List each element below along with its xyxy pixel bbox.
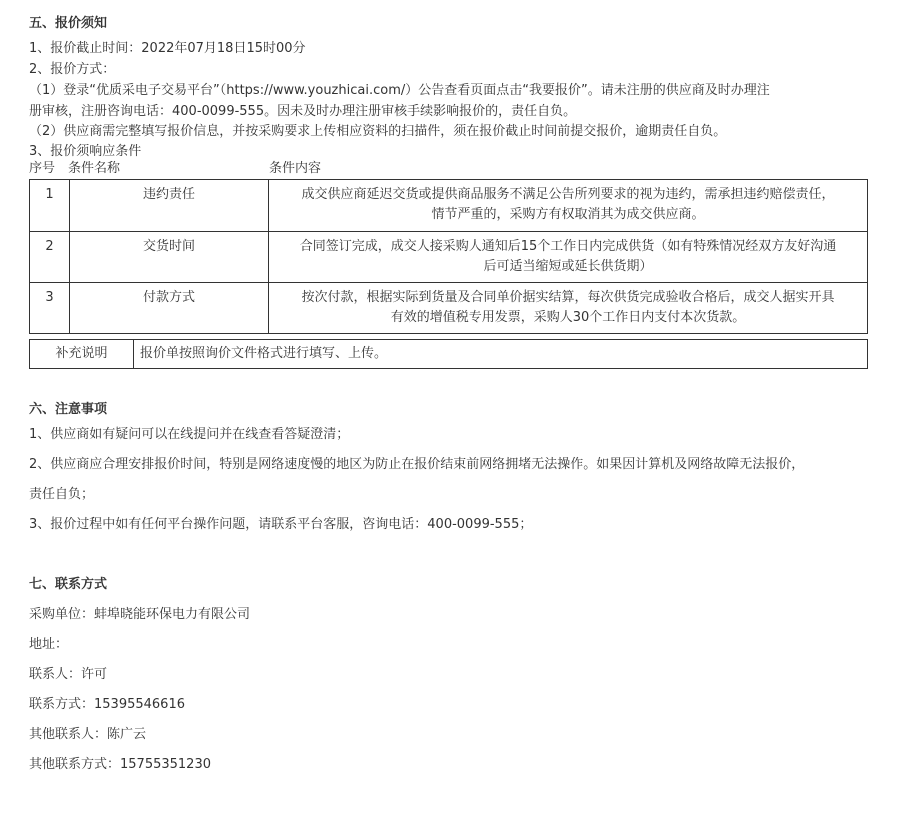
supplement-table-wrap xyxy=(29,339,868,369)
supplement-label: 补充说明 xyxy=(30,340,134,369)
row-no: 2 xyxy=(30,232,70,283)
other-contact-phone: 其他联系方式：15755351230 xyxy=(29,757,211,772)
section-5-title: 五、报价须知 xyxy=(29,16,108,31)
row-no: 3 xyxy=(30,283,70,334)
method-1-line-a: （1）登录“优质采电子交易平台”（https://www.youzhicai.com/）公告查看页面点击“我要报价”。请未注册的供应商及时办理注 xyxy=(29,83,770,98)
notice-item-1: 1、供应商如有疑问可以在线提问并在线查看答疑澄清； xyxy=(29,427,350,442)
method-1-line-b: 册审核，注册咨询电话：400-0099-555。因未及时办理注册审核手续影响报价的，责任自负。 xyxy=(29,104,577,119)
row-name: 违约责任 xyxy=(70,180,269,232)
notice-item-2-b: 责任自负； xyxy=(29,487,95,502)
notice-item-3: 3、报价过程中如有任何平台操作问题，请联系平台客服，咨询电话：400-0099-555； xyxy=(29,517,533,532)
row-content xyxy=(269,283,868,334)
header-content: 条件内容 xyxy=(269,161,322,176)
supplement-text: 报价单按照询价文件格式进行填写、上传。 xyxy=(134,340,868,369)
conditions-table xyxy=(29,179,868,334)
supplement-table xyxy=(29,339,868,369)
row-content-line: 有效的增值税专用发票，采购人30个工作日内支付本次货款。 xyxy=(390,310,746,325)
contact-address: 地址： xyxy=(29,637,69,652)
conditions-title: 3、报价须响应条件 xyxy=(29,144,142,159)
row-name: 交货时间 xyxy=(70,232,269,283)
deadline-text: 1、报价截止时间：2022年07月18日15时00分 xyxy=(29,41,306,56)
conditions-header xyxy=(29,160,868,178)
row-no: 1 xyxy=(30,180,70,232)
section-6-title: 六、注意事项 xyxy=(29,402,108,417)
contact-phone: 联系方式：15395546616 xyxy=(29,697,185,712)
row-name: 付款方式 xyxy=(70,283,269,334)
contact-person: 联系人：许可 xyxy=(29,667,108,682)
table-row xyxy=(30,232,868,283)
table-row xyxy=(30,283,868,334)
row-content-line: 合同签订完成，成交人接采购人通知后15个工作日内完成供货（如有特殊情况经双方友好沟通 xyxy=(299,239,837,254)
method-2-text: （2）供应商需完整填写报价信息，并按采购要求上传相应资料的扫描件，须在报价截止时间前提交报价，逾期责任自负。 xyxy=(29,124,727,139)
contact-unit: 采购单位：蚌埠晓能环保电力有限公司 xyxy=(29,607,251,622)
row-content xyxy=(269,232,868,283)
other-contact-person: 其他联系人：陈广云 xyxy=(29,727,147,742)
method-title: 2、报价方式： xyxy=(29,62,116,77)
conditions-table-wrap xyxy=(29,179,868,334)
row-content-line: 成交供应商延迟交货或提供商品服务不满足公告所列要求的视为违约，需承担违约赔偿责任， xyxy=(301,187,835,202)
row-content-line: 情节严重的，采购方有权取消其为成交供应商。 xyxy=(431,207,705,222)
row-content-line: 按次付款，根据实际到货量及合同单价据实结算，每次供货完成验收合格后，成交人据实开具 xyxy=(301,290,835,305)
row-content-line: 后可适当缩短或延长供货期） xyxy=(483,259,653,274)
section-7-title: 七、联系方式 xyxy=(29,577,108,592)
row-content xyxy=(269,180,868,232)
header-no: 序号 xyxy=(29,161,56,176)
notice-item-2-a: 2、供应商应合理安排报价时间，特别是网络速度慢的地区为防止在报价结束前网络拥堵无法操作。如果因计算机及网络故障无法报价， xyxy=(29,457,805,472)
table-row xyxy=(30,180,868,232)
header-name: 条件名称 xyxy=(68,161,121,176)
table-row xyxy=(30,340,868,369)
